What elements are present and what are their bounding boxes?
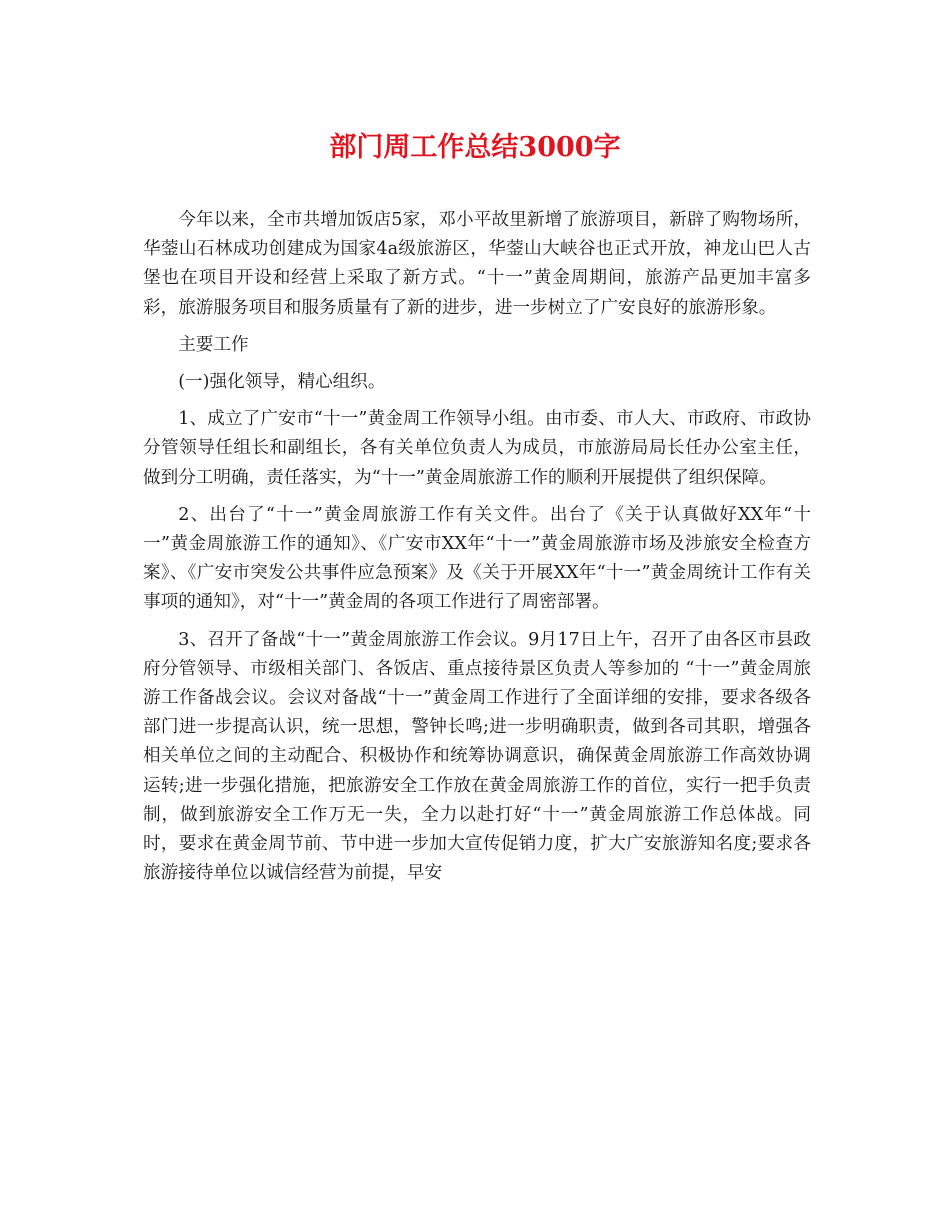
section-heading-main-work: 主要工作 bbox=[178, 334, 249, 355]
paragraph-item-3: 3、召开了备战“十一”黄金周旅游工作会议。9月17日上午，召开了由各区市县政府分管领导、市级相关部门、各饭店、重点接待景区负责人等参加的 “十一”黄金周旅游工作备战会议。会议对备战“十一”黄金周工作进行了全面详细的安排，要求各级各部门进一步提高认识，统一思想，警钟长鸣;进一步明确职责，做到各司其职，增强各相关单位之间的主动配合、积极协作和统筹协调意识，确保黄金周旅游工作高效协调运转;进一步强化措施，把旅游安全工作放在黄金周旅游工作的首位，实行一把手负责制，做到旅游安全工作万无一失，全力以赴打好“十一”黄金周旅游工作总体战。同时，要求在黄金周节前、节中进一步加大宣传促销力度，扩大广安旅游知名度;要求各旅游接待单位以诚信经营为前提，早安 bbox=[143, 629, 811, 884]
paragraph-intro: 今年以来，全市共增加饭店5家，邓小平故里新增了旅游项目，新辟了购物场所，华蓥山石林成功创建成为国家4a级旅游区，华蓥山大峡谷也正式开放，神龙山巴人古堡也在项目开设和经营上采取了新方式。“十一”黄金周期间，旅游产品更加丰富多彩，旅游服务项目和服务质量有了新的进步，进一步树立了广安良好的旅游形象。 bbox=[143, 210, 811, 318]
paragraph-item-1: 1、成立了广安市“十一”黄金周工作领导小组。由市委、市人大、市政府、市政协分管领导任组长和副组长，各有关单位负责人为成员，市旅游局局长任办公室主任，做到分工明确，责任落实，为“十一”黄金周旅游工作的顺利开展提供了组织保障。 bbox=[143, 409, 811, 488]
subsection-heading-leadership: (一)强化领导，精心组织。 bbox=[178, 372, 386, 393]
paragraph-item-2: 2、出台了“十一”黄金周旅游工作有关文件。出台了《关于认真做好XX年“十一”黄金周旅游工作的通知》、《广安市XX年“十一”黄金周旅游市场及涉旅安全检查方案》、《广安市突发公共事件应急预案》及《关于开展XX年“十一”黄金周统计工作有关事项的通知》，对“十一”黄金周的各项工作进行了周密部署。 bbox=[143, 504, 811, 613]
document-body bbox=[143, 206, 811, 896]
document-title: 部门周工作总结3000字 bbox=[329, 132, 621, 163]
